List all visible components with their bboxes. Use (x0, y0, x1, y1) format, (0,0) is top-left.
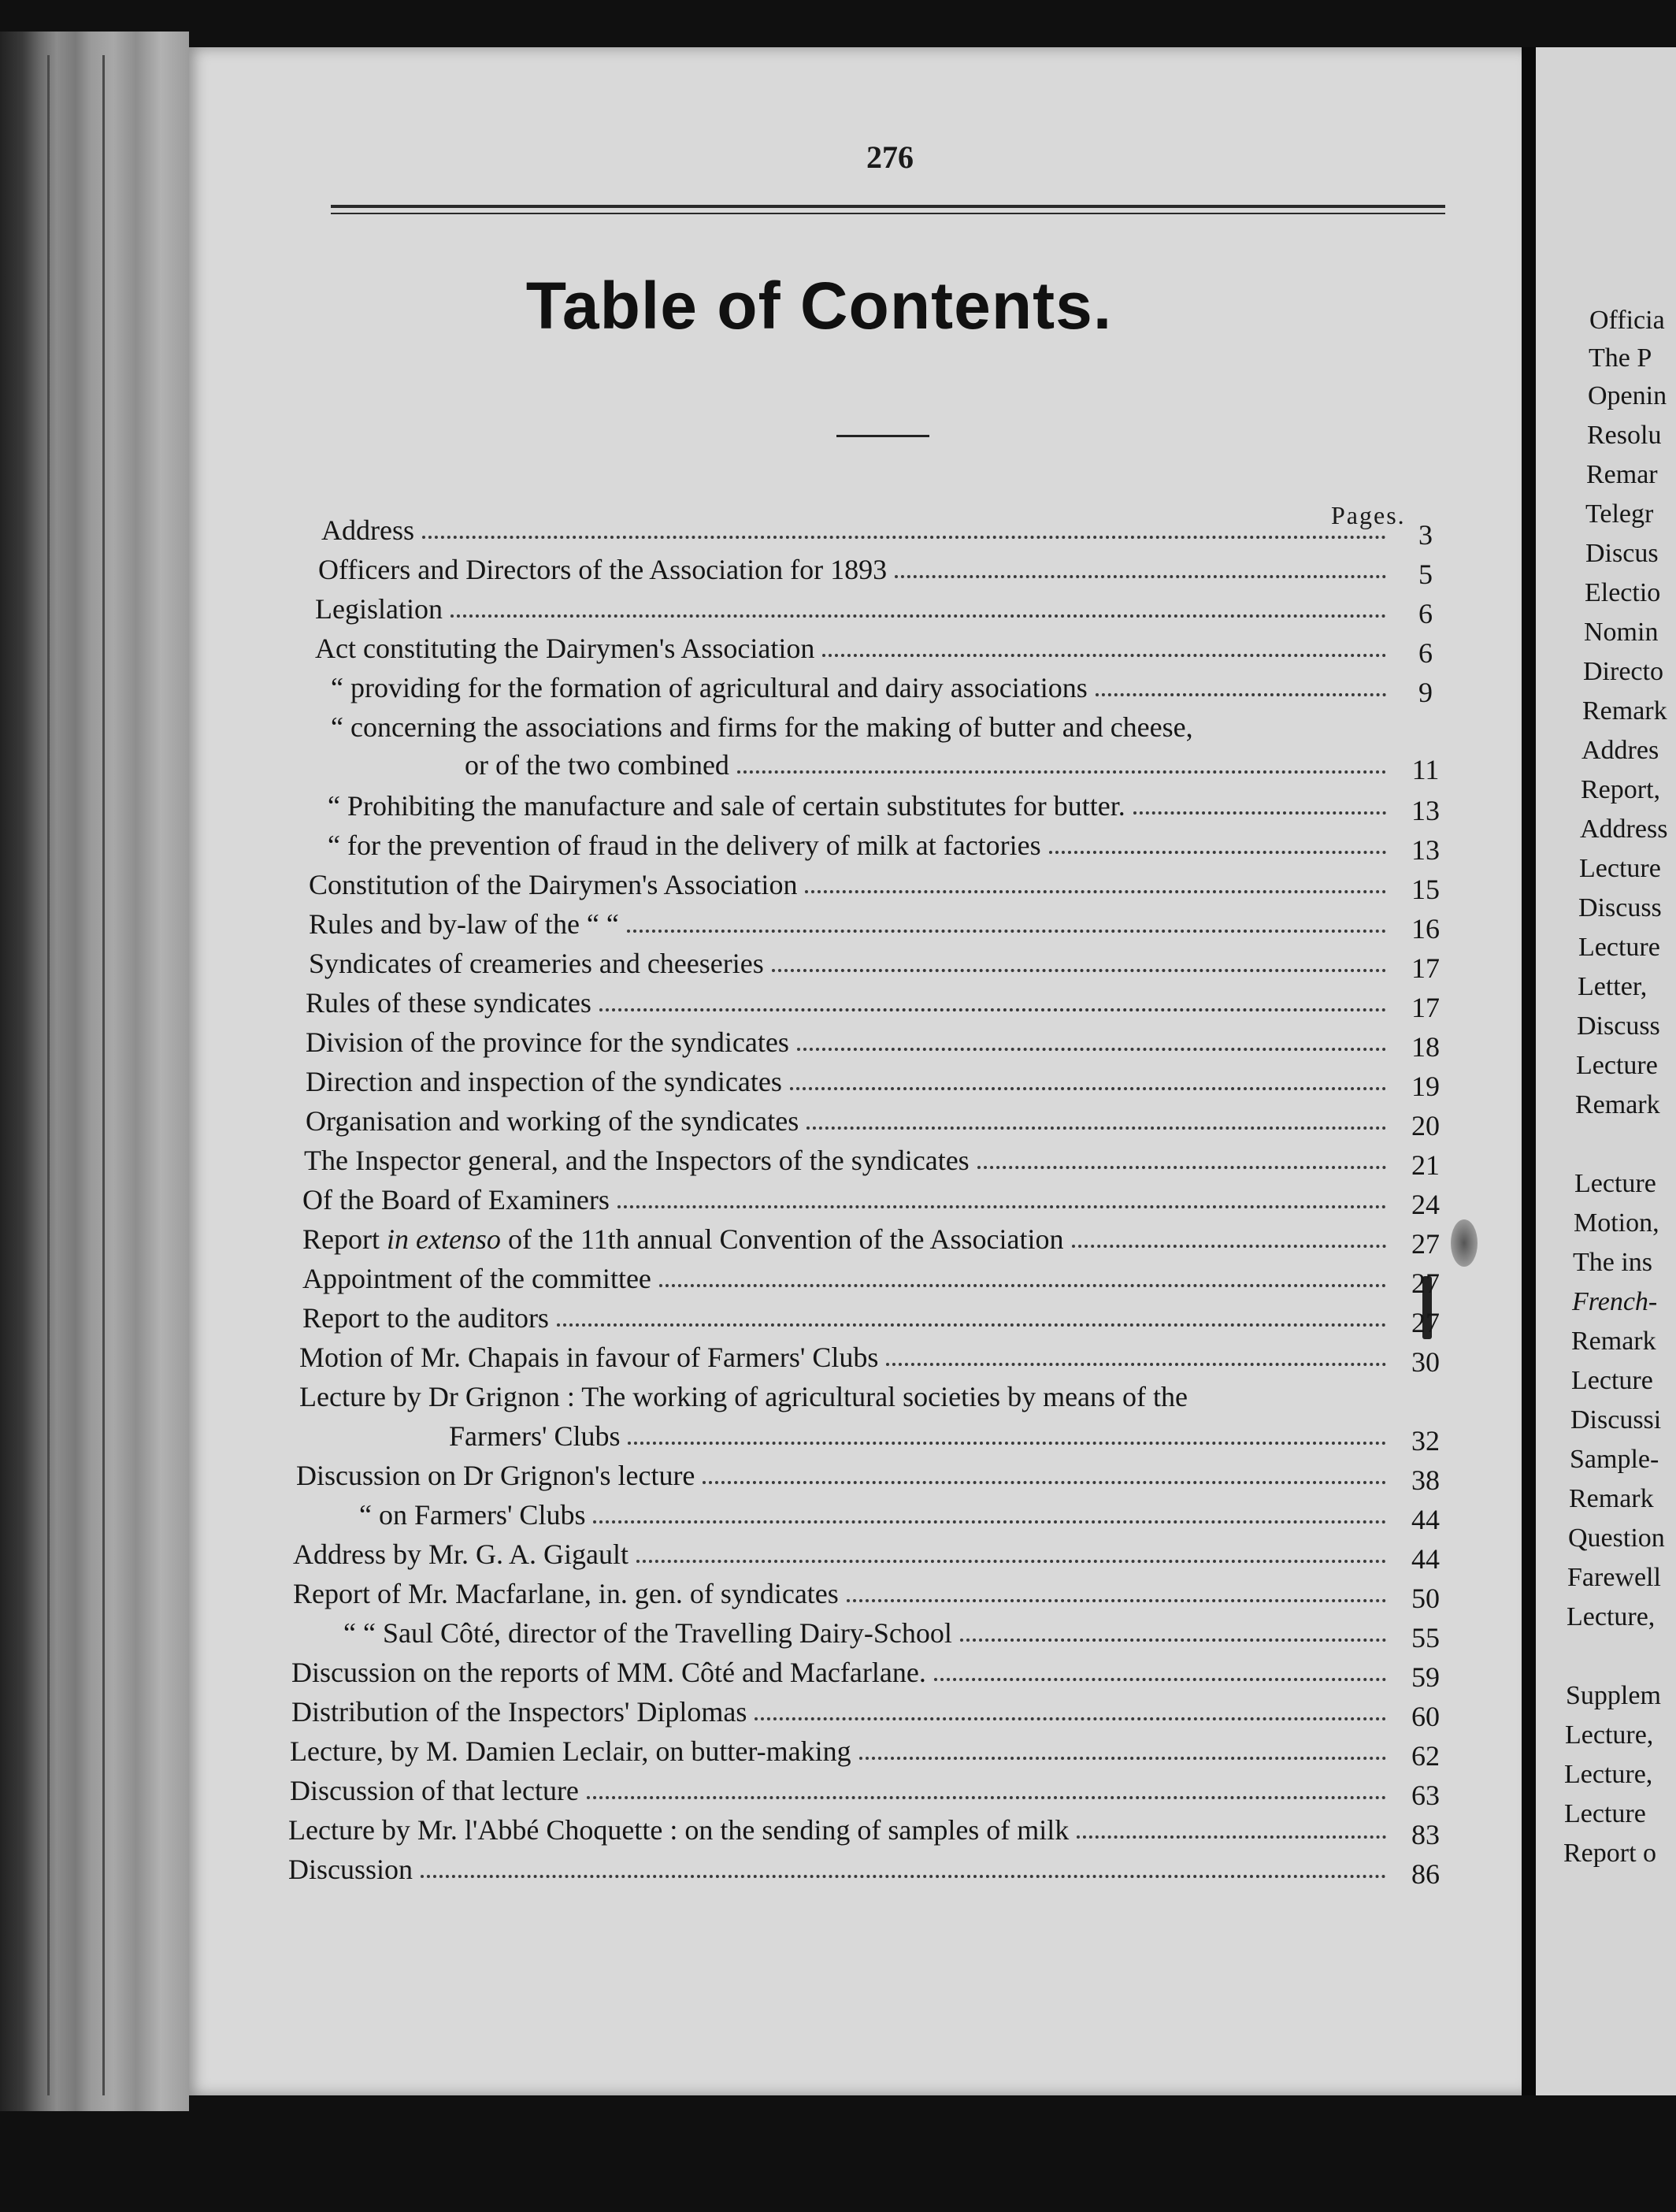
right-page-line: Electio (1585, 578, 1661, 607)
dot-leader (977, 1166, 1386, 1169)
toc-entry-title: Lecture, by M. Damien Leclair, on butter-making (290, 1735, 851, 1767)
toc-entry (449, 1420, 1394, 1457)
toc-entry-title: “ “ Saul Côté, director of the Travelling Dairy-School (343, 1617, 952, 1649)
toc-entry (304, 1144, 1394, 1182)
toc-entry-title: Motion of Mr. Chapais in favour of Farmers' Clubs (299, 1342, 879, 1373)
toc-page-number: 60 (1411, 1701, 1440, 1732)
dot-leader (1096, 693, 1386, 696)
toc-entry (288, 1813, 1394, 1851)
dot-leader (790, 1087, 1386, 1090)
toc-page-number: 30 (1411, 1346, 1440, 1378)
toc-entry-title: Farmers' Clubs (449, 1420, 621, 1452)
toc-page-number: 15 (1411, 874, 1440, 905)
toc-page-number: 44 (1411, 1504, 1440, 1535)
toc-entry-title: Division of the province for the syndicates (306, 1026, 789, 1058)
toc-entry-title: Organisation and working of the syndicates (306, 1105, 799, 1137)
toc-entry-title: Rules and by-law of the “ “ (309, 908, 619, 940)
toc-entry (306, 1026, 1394, 1063)
right-page-line: Supplem (1566, 1681, 1661, 1710)
dot-leader (627, 930, 1386, 933)
toc-page-number: 16 (1411, 913, 1440, 945)
toc-entry-title: Appointment of the committee (302, 1263, 651, 1294)
toc-entry (318, 553, 1394, 591)
dot-leader (772, 969, 1386, 972)
toc-entry (299, 1380, 1386, 1418)
dot-leader (847, 1599, 1386, 1602)
dot-leader (1072, 1245, 1387, 1248)
toc-entry (343, 1616, 1394, 1654)
toc-entry-title: or of the two combined (465, 749, 729, 781)
right-page-line: Discus (1585, 539, 1659, 568)
pages-column-header: Pages. (1331, 501, 1406, 529)
right-page-line: Lecture, (1567, 1602, 1656, 1631)
toc-entry-title: The Inspector general, and the Inspectors of the syndicates (304, 1145, 970, 1176)
toc-page-number: 55 (1411, 1622, 1440, 1653)
dot-leader (934, 1678, 1386, 1681)
toc-entry-title: “ Prohibiting the manufacture and sale of certain substitutes for butter. (328, 790, 1125, 822)
dot-leader (895, 575, 1386, 578)
dot-leader (859, 1757, 1386, 1760)
right-page-line: Address (1580, 815, 1668, 844)
right-page-line: Report, (1581, 775, 1661, 804)
dot-leader (451, 614, 1386, 618)
dot-leader (617, 1205, 1386, 1208)
toc-page-number: 3 (1418, 519, 1433, 551)
toc-entry-title: “ providing for the formation of agricultural and dairy associations (331, 672, 1088, 703)
right-page-line: Lecture (1576, 1051, 1658, 1080)
toc-page-number: 21 (1411, 1149, 1440, 1181)
dot-leader (1049, 851, 1386, 854)
toc-entry-title: Report of Mr. Macfarlane, in. gen. of syndicates (293, 1578, 839, 1609)
right-page-line: Remark (1575, 1090, 1660, 1119)
right-page-line: Remar (1586, 460, 1658, 489)
toc-page-number: 32 (1411, 1425, 1440, 1457)
toc-page-number: 5 (1418, 559, 1433, 590)
dot-leader (599, 1008, 1386, 1011)
toc-entry (465, 748, 1394, 786)
toc-entry (328, 789, 1394, 827)
toc-page-number: 27 (1411, 1307, 1440, 1338)
toc-entry-title: Report to the auditors (302, 1302, 549, 1334)
toc-entry (309, 868, 1394, 906)
dot-leader (1133, 811, 1386, 815)
toc-page-number: 20 (1411, 1110, 1440, 1141)
toc-page-number: 62 (1411, 1740, 1440, 1772)
dot-leader (703, 1481, 1386, 1484)
toc-page-number: 18 (1411, 1031, 1440, 1063)
toc-entry (291, 1695, 1394, 1733)
dot-leader (960, 1639, 1386, 1642)
right-page-line: The P (1589, 343, 1652, 373)
toc-page-number: 13 (1411, 795, 1440, 826)
dot-leader (737, 770, 1386, 774)
toc-page-number: 44 (1411, 1543, 1440, 1575)
toc-page-number: 6 (1418, 637, 1433, 669)
toc-entry (306, 1065, 1394, 1103)
toc-page-number: 50 (1411, 1583, 1440, 1614)
dot-leader (636, 1560, 1386, 1563)
toc-entry (302, 1301, 1394, 1339)
dot-leader (421, 1875, 1386, 1878)
toc-entry (328, 829, 1394, 867)
toc-entry-title: Address by Mr. G. A. Gigault (293, 1538, 628, 1570)
toc-entry-title: “ on Farmers' Clubs (359, 1499, 586, 1531)
toc-page-number: 9 (1418, 677, 1433, 708)
toc-entry (290, 1735, 1394, 1772)
toc-entry-title: Discussion (288, 1854, 413, 1885)
right-page-line: Lecture (1571, 1366, 1653, 1395)
toc-entry (359, 1498, 1394, 1536)
right-page-line: Addres (1581, 736, 1659, 765)
toc-page-number: 38 (1411, 1464, 1440, 1496)
dot-leader (886, 1363, 1386, 1366)
toc-page-number: 11 (1411, 754, 1440, 785)
toc-page-number: 19 (1411, 1071, 1440, 1102)
right-page-line: Discuss (1577, 1011, 1660, 1041)
right-page-line: Resolu (1587, 421, 1662, 450)
toc-entry (288, 1853, 1394, 1891)
toc-page-number: 24 (1411, 1189, 1440, 1220)
right-page-line: Lecture (1578, 933, 1660, 962)
toc-entry (293, 1538, 1394, 1575)
dot-leader (628, 1442, 1386, 1445)
toc-entry-title: Act constituting the Dairymen's Association (315, 633, 815, 664)
dot-leader (822, 654, 1386, 657)
dot-leader (1077, 1835, 1386, 1839)
toc-page-number: 17 (1411, 952, 1440, 984)
toc-page-number: 6 (1418, 598, 1433, 629)
toc-entry (321, 514, 1394, 551)
page-number: 276 (866, 139, 914, 175)
toc-entry-title: Discussion on the reports of MM. Côté and Macfarlane. (291, 1657, 926, 1688)
toc-entry (293, 1577, 1394, 1615)
toc-entry (299, 1341, 1394, 1379)
right-page-line: Sample- (1570, 1445, 1659, 1474)
toc-entry-title: Lecture by Dr Grignon : The working of agricultural societies by means of the (299, 1381, 1188, 1412)
right-page-line: Lecture, (1565, 1720, 1654, 1750)
toc-page-number: 13 (1411, 834, 1440, 866)
right-page-line: Directo (1583, 657, 1663, 686)
dot-leader (422, 536, 1386, 539)
right-page-line: Remark (1571, 1327, 1656, 1356)
toc-entry-title: Direction and inspection of the syndicates (306, 1066, 782, 1097)
right-page-line: French- (1572, 1287, 1658, 1316)
right-page-line: Discuss (1578, 893, 1662, 922)
toc-entry (309, 907, 1394, 945)
right-page-line: Question (1568, 1524, 1665, 1553)
right-page-line: Remark (1569, 1484, 1654, 1513)
toc-page-number: 27 (1411, 1267, 1440, 1299)
right-page-line: Letter, (1578, 972, 1648, 1001)
toc-page-number: 63 (1411, 1780, 1440, 1811)
right-page-line: Discussi (1570, 1405, 1662, 1434)
toc-entry-title: Lecture by Mr. l'Abbé Choquette : on the sending of samples of milk (288, 1814, 1070, 1846)
dot-leader (659, 1284, 1386, 1287)
toc-entry (306, 1104, 1394, 1142)
toc-entry (302, 1262, 1394, 1300)
dot-leader (593, 1520, 1386, 1524)
right-page-line: Lecture (1574, 1169, 1656, 1198)
dot-leader (806, 1126, 1386, 1130)
dot-leader (805, 890, 1386, 893)
toc-entry (302, 1183, 1394, 1221)
toc-entry-title: Syndicates of creameries and cheeseries (309, 948, 764, 979)
toc-entry-title: Discussion of that lecture (290, 1775, 579, 1806)
dot-leader (557, 1323, 1386, 1327)
right-page-line: Motion, (1574, 1208, 1659, 1238)
toc-entry-title: Discussion on Dr Grignon's lecture (296, 1460, 695, 1491)
toc-entry (315, 632, 1394, 670)
toc-entry (291, 1656, 1394, 1694)
right-page-line: Remark (1582, 696, 1667, 726)
dot-leader (755, 1717, 1386, 1720)
right-page-line: The ins (1573, 1248, 1653, 1277)
toc-entry (309, 947, 1394, 985)
right-page-line: Openin (1588, 381, 1667, 410)
toc-page-number: 59 (1411, 1661, 1440, 1693)
toc-page-number: 17 (1411, 992, 1440, 1023)
dot-leader (797, 1048, 1386, 1051)
toc-entry (302, 1223, 1394, 1260)
toc-entry (315, 592, 1394, 630)
toc-entry-title: Distribution of the Inspectors' Diplomas (291, 1696, 747, 1728)
right-page-line: Lecture (1564, 1799, 1646, 1828)
right-page-line: Lecture (1579, 854, 1661, 883)
toc-entry-title: Address (321, 514, 414, 546)
right-page-line: Report o (1563, 1839, 1657, 1868)
right-page-line: Nomin (1584, 618, 1659, 647)
right-page-line: Telegr (1585, 499, 1654, 529)
toc-entry (296, 1459, 1394, 1497)
toc-page-number: 83 (1411, 1819, 1440, 1850)
dot-leader (587, 1796, 1386, 1799)
page-title: Table of Contents. (525, 269, 1113, 343)
toc-entry (331, 711, 1386, 748)
toc-entry-title: Of the Board of Examiners (302, 1184, 610, 1215)
toc-page-number: 86 (1411, 1858, 1440, 1890)
toc-entry-title: Report in extenso of the 11th annual Convention of the Association (302, 1223, 1064, 1255)
right-page-line: Farewell (1567, 1563, 1661, 1592)
toc-entry (331, 671, 1394, 709)
toc-entry-title: Constitution of the Dairymen's Association (309, 869, 798, 900)
toc-entry-title: Legislation (315, 593, 443, 625)
toc-page-number: 27 (1411, 1228, 1440, 1260)
toc-entry-title: Rules of these syndicates (306, 987, 591, 1019)
toc-entry-title: Officers and Directors of the Association for 1893 (318, 554, 888, 585)
toc-entry-title: “ concerning the associations and firms for the making of butter and cheese, (331, 711, 1193, 743)
toc-entry-title: “ for the prevention of fraud in the delivery of milk at factories (328, 830, 1041, 861)
right-page-line: Lecture, (1564, 1760, 1653, 1789)
right-page-line: Officia (1589, 306, 1665, 335)
toc-entry (306, 986, 1394, 1024)
toc-entry (290, 1774, 1394, 1812)
